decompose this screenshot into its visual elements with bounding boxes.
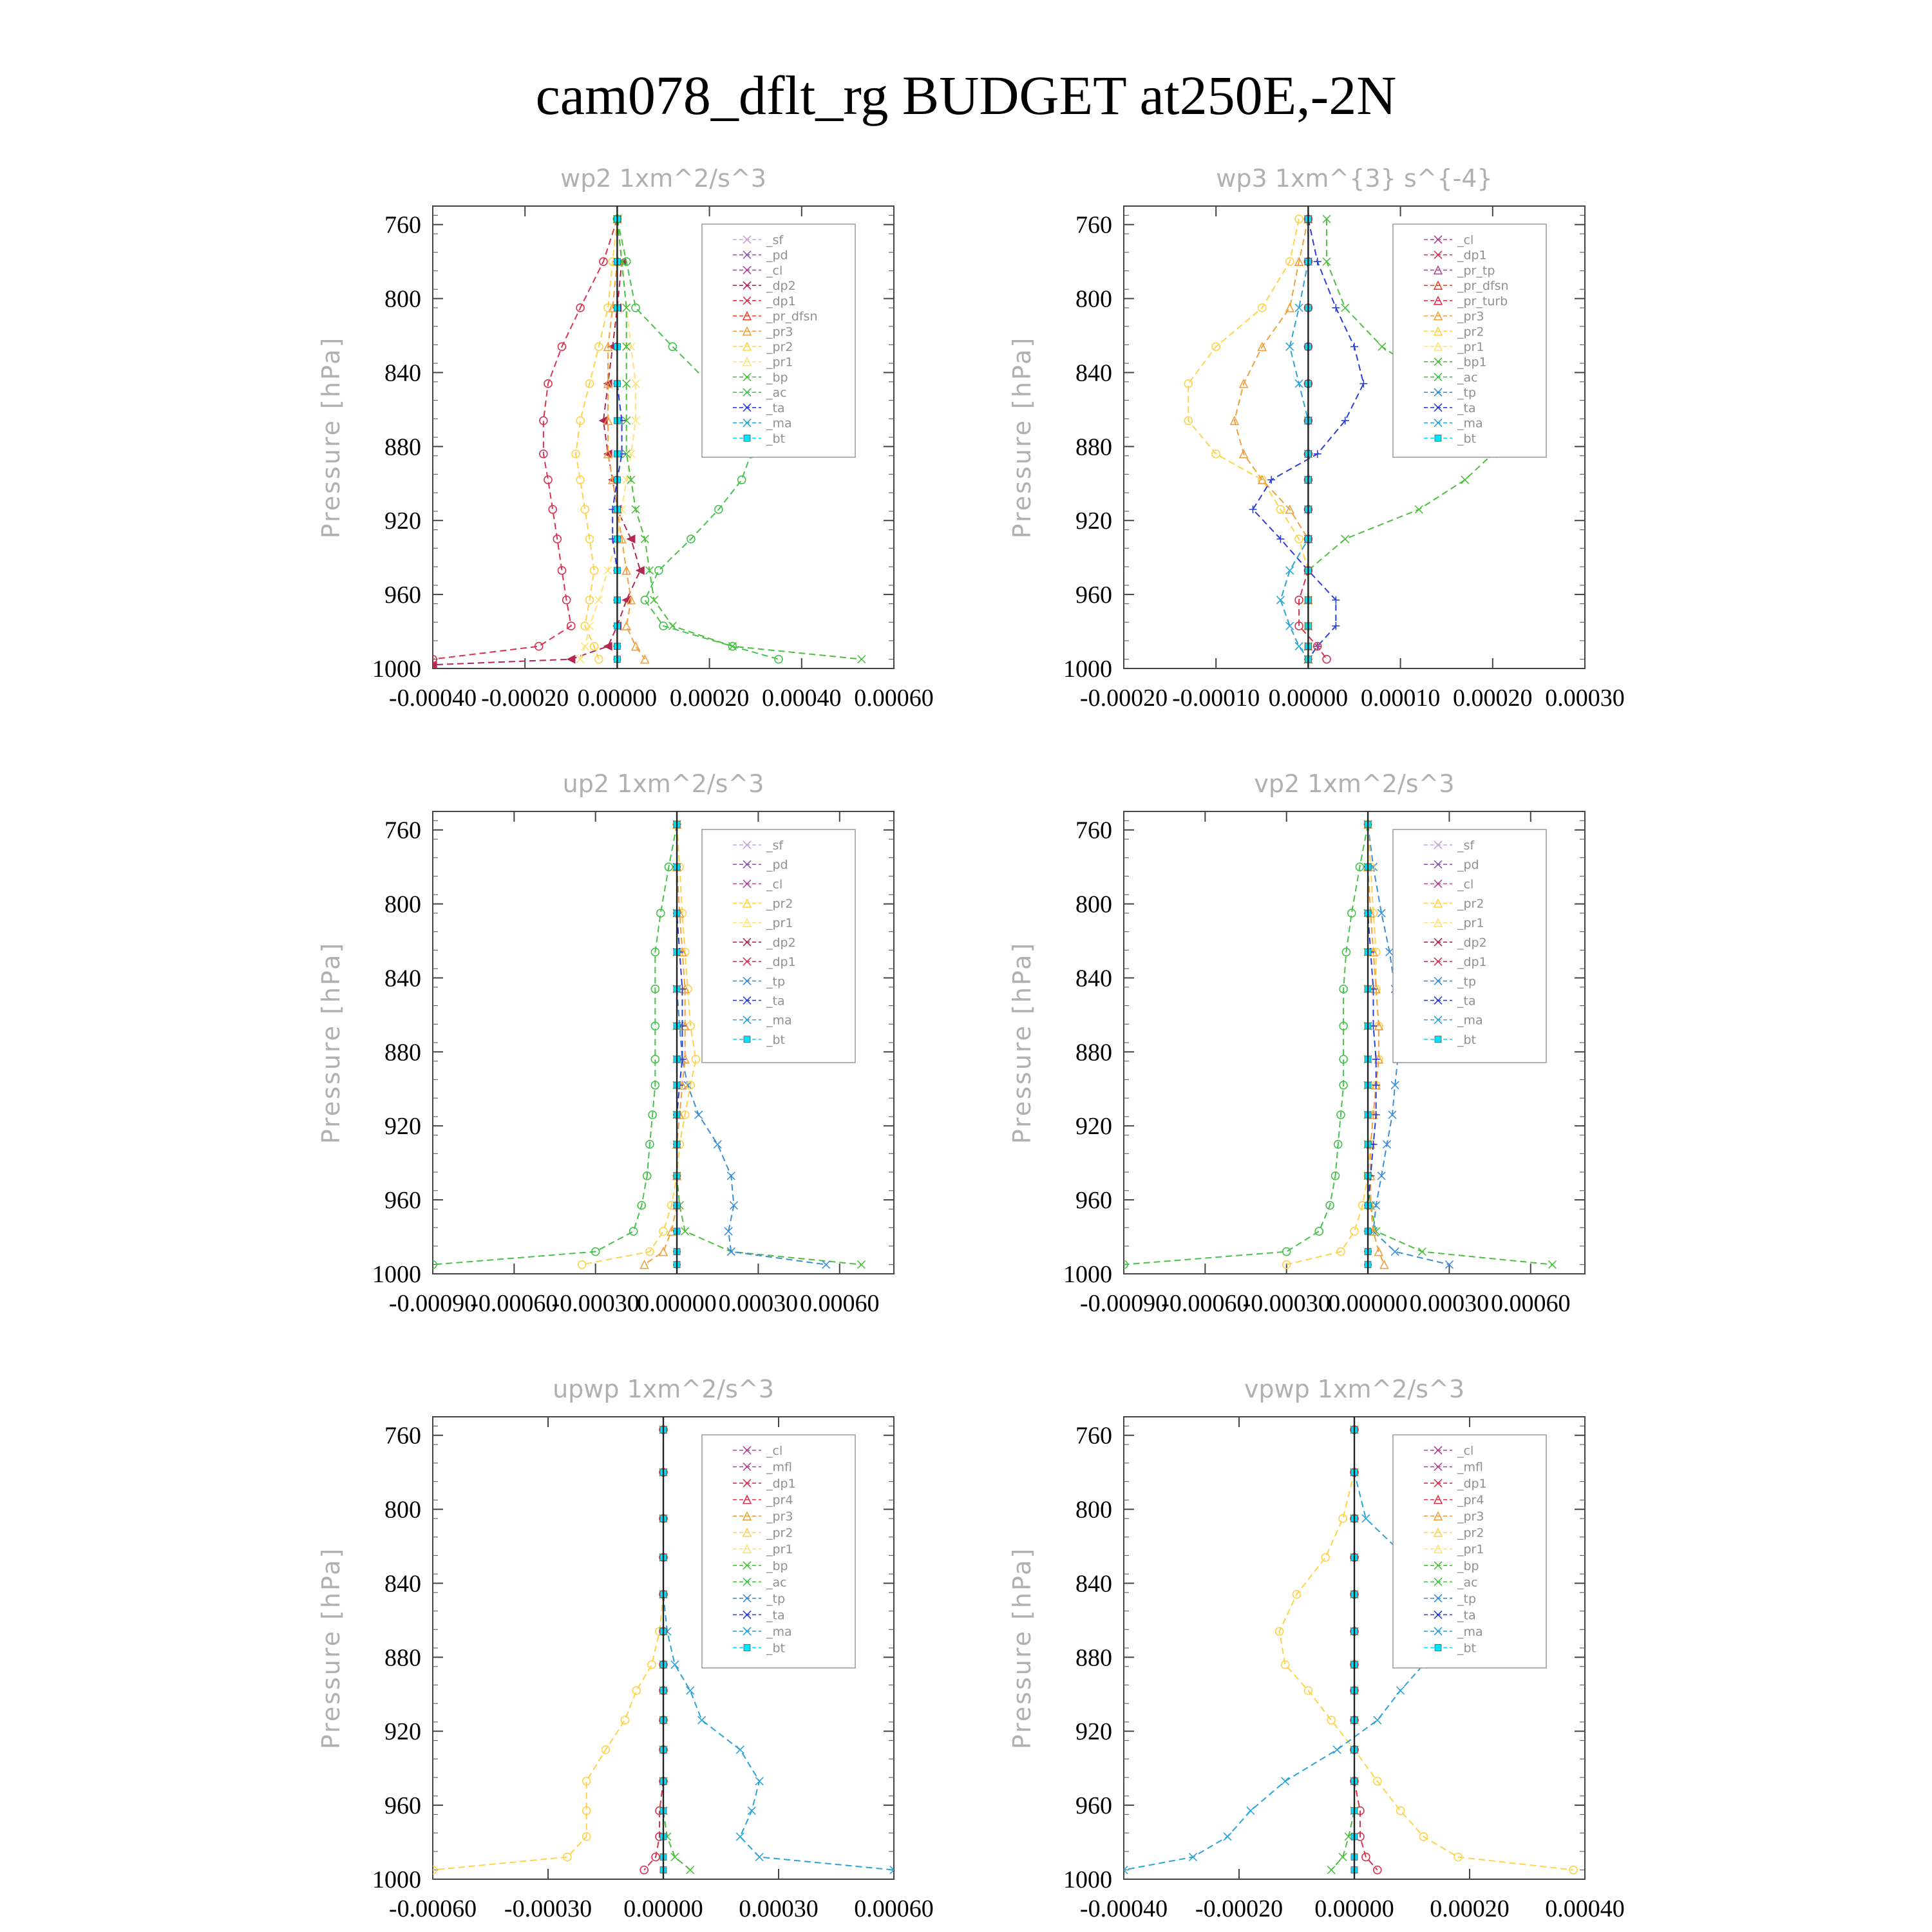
legend-entry: _pr2 — [1457, 325, 1484, 339]
x-tick-label: 0.00020 — [669, 685, 750, 712]
x-tick-label: 0.00000 — [1314, 1895, 1394, 1922]
data-point — [604, 567, 612, 574]
legend-entry: _tp — [1457, 1591, 1477, 1606]
y-tick-label: 920 — [1075, 507, 1112, 535]
x-tick-label: 0.00030 — [739, 1895, 819, 1922]
legend-entry: _pr3 — [1457, 1510, 1484, 1524]
data-point — [627, 535, 635, 543]
x-tick-label: -0.00060 — [470, 1290, 558, 1317]
legend-entry: _dp1 — [766, 955, 796, 970]
data-point — [671, 1853, 679, 1861]
legend-entry: _mfl — [1457, 1460, 1483, 1475]
data-point — [1295, 643, 1303, 650]
legend-entry: _dp1 — [1457, 248, 1487, 263]
legend-entry: _bt — [1457, 1032, 1477, 1047]
x-tick-label: -0.00020 — [481, 685, 569, 712]
data-point — [1276, 596, 1284, 604]
legend-marker — [1435, 1036, 1441, 1043]
data-point — [755, 1853, 763, 1861]
y-tick-label: 800 — [384, 1496, 421, 1524]
data-point — [858, 656, 866, 663]
legend-entry: _ta — [1457, 994, 1476, 1009]
legend-entry: _dp2 — [766, 935, 796, 950]
y-axis-label: Pressure [hPa] — [317, 941, 345, 1144]
legend-entry: _dp1 — [1457, 1477, 1487, 1492]
legend-marker — [744, 435, 750, 441]
data-point — [648, 1661, 656, 1669]
y-axis-label: Pressure [hPa] — [317, 336, 345, 539]
y-tick-label: 880 — [384, 1644, 421, 1672]
data-point — [1415, 506, 1423, 513]
legend-entry: _pr_dfsn — [1457, 279, 1509, 294]
data-point — [736, 1746, 744, 1754]
legend-entry: _bt — [766, 431, 786, 446]
y-tick-label: 920 — [384, 507, 421, 535]
legend-entry: _ta — [766, 1608, 785, 1623]
y-tick-label: 1000 — [372, 1261, 421, 1288]
data-point — [659, 1248, 667, 1256]
series-line — [433, 1430, 663, 1870]
data-point — [630, 1227, 638, 1235]
y-tick-label: 880 — [1075, 1039, 1112, 1066]
legend-entry: _pr1 — [1457, 340, 1484, 354]
legend-entry: _pr4 — [1457, 1493, 1484, 1508]
legend-entry: _tp — [1457, 974, 1477, 989]
data-point — [1267, 476, 1275, 484]
legend-entry: _pr1 — [766, 916, 793, 931]
legend-entry: _pd — [766, 858, 788, 873]
panel-title: vp2 1xm^2/s^3 — [1254, 770, 1455, 798]
x-tick-label: 0.00060 — [854, 1895, 934, 1922]
legend-entry: _pr1 — [1457, 916, 1484, 931]
legend-entry: _ma — [766, 1624, 792, 1639]
x-tick-label: -0.00040 — [1079, 1895, 1168, 1922]
data-point — [1339, 1853, 1347, 1861]
legend-entry: _pr2 — [1457, 1526, 1484, 1540]
panel-5 — [317, 1375, 934, 1922]
legend-entry: _mfl — [766, 1460, 792, 1475]
legend-marker — [1435, 1644, 1441, 1651]
data-point — [641, 1261, 649, 1269]
data-point — [1327, 1716, 1335, 1724]
legend-entry: _pr2 — [766, 1526, 793, 1540]
y-axis-label: Pressure [hPa] — [317, 1546, 345, 1750]
data-point — [755, 1777, 763, 1785]
panel-3 — [317, 770, 894, 1317]
x-tick-label: -0.00090 — [388, 1290, 477, 1317]
legend-entry: _tp — [766, 974, 786, 989]
data-point — [1418, 1248, 1426, 1256]
y-axis-label: Pressure [hPa] — [1008, 941, 1036, 1144]
x-tick-label: -0.00010 — [1172, 685, 1260, 712]
data-point — [857, 1261, 865, 1269]
panel-4 — [1008, 770, 1585, 1317]
legend-entry: _pd — [1457, 858, 1479, 873]
data-point — [1314, 258, 1321, 265]
legend-entry: _pr3 — [766, 1510, 793, 1524]
legend-entry: _pr_tp — [1457, 263, 1495, 278]
legend-entry: _ma — [766, 416, 792, 431]
legend-entry: _tp — [1457, 386, 1477, 401]
y-tick-label: 760 — [384, 211, 421, 239]
y-tick-label: 880 — [384, 433, 421, 461]
data-point — [1224, 1833, 1231, 1841]
data-point — [714, 1141, 721, 1148]
y-tick-label: 800 — [384, 285, 421, 313]
panel-title: wp2 1xm^2/s^3 — [560, 164, 766, 193]
x-tick-label: -0.00090 — [1079, 1290, 1168, 1317]
y-tick-label: 800 — [1075, 285, 1112, 313]
series-line — [433, 824, 677, 1265]
data-point — [1378, 343, 1386, 350]
series-line — [1354, 1430, 1378, 1870]
legend-entry: _cl — [1457, 877, 1474, 892]
x-tick-label: 0.00000 — [1328, 1290, 1408, 1317]
x-tick-label: -0.00020 — [1079, 685, 1168, 712]
x-tick-label: -0.00040 — [388, 685, 477, 712]
data-point — [655, 567, 663, 574]
legend-entry: _dp2 — [1457, 935, 1487, 950]
legend-entry: _pr_dfsn — [766, 309, 818, 324]
x-tick-label: -0.00020 — [1195, 1895, 1283, 1922]
data-point — [1380, 1261, 1388, 1269]
data-point — [822, 1261, 830, 1269]
legend-entry: _sf — [1457, 838, 1475, 853]
data-point — [1339, 1515, 1347, 1522]
x-tick-label: 0.00020 — [1430, 1895, 1510, 1922]
y-tick-label: 840 — [384, 965, 421, 992]
legend-entry: _pr2 — [766, 896, 793, 911]
data-point — [1286, 567, 1294, 574]
legend-entry: _cl — [766, 877, 783, 892]
legend-entry: _pr1 — [766, 355, 793, 370]
data-point — [659, 1227, 667, 1235]
data-point — [621, 1716, 629, 1724]
x-tick-label: 0.00020 — [1453, 685, 1533, 712]
x-tick-label: 0.00060 — [1491, 1290, 1571, 1317]
legend-entry: _ma — [766, 1013, 792, 1028]
legend-entry: _cl — [1457, 1444, 1474, 1458]
legend-entry: _ma — [1457, 1013, 1483, 1028]
data-point — [1315, 1227, 1323, 1235]
y-tick-label: 960 — [1075, 1187, 1112, 1215]
y-tick-label: 960 — [1075, 1792, 1112, 1820]
legend-entry: _dp1 — [1457, 955, 1487, 970]
data-point — [1283, 1248, 1291, 1256]
legend-entry: _ac — [1457, 1575, 1478, 1590]
panel-2 — [1008, 164, 1625, 712]
legend-entry: _ma — [1457, 416, 1483, 431]
legend-marker — [1435, 435, 1441, 441]
panel-1 — [317, 164, 934, 712]
x-tick-label: 0.00000 — [1268, 685, 1349, 712]
legend-marker — [744, 1036, 750, 1043]
data-point — [1314, 450, 1321, 458]
panel-title: vpwp 1xm^2/s^3 — [1244, 1375, 1465, 1403]
panel-6 — [1008, 1375, 1625, 1922]
legend-entry: _bt — [1457, 1641, 1477, 1656]
y-tick-label: 840 — [384, 1570, 421, 1598]
data-point — [1247, 1807, 1255, 1815]
series-line — [1287, 824, 1379, 1265]
y-tick-label: 960 — [384, 1187, 421, 1215]
legend-entry: _ta — [766, 401, 785, 415]
panel-title: up2 1xm^2/s^3 — [562, 770, 764, 798]
legend-entry: _bp — [766, 1558, 788, 1573]
y-tick-label: 760 — [1075, 211, 1112, 239]
data-point — [1362, 1515, 1370, 1522]
legend-entry: _dp1 — [766, 294, 796, 308]
legend-entry: _sf — [766, 233, 784, 247]
x-tick-label: 0.00000 — [637, 1290, 717, 1317]
legend-entry: _ta — [766, 994, 785, 1009]
data-point — [1359, 380, 1367, 388]
y-tick-label: 760 — [384, 817, 421, 844]
data-point — [595, 596, 603, 604]
y-tick-label: 960 — [384, 1792, 421, 1820]
y-tick-label: 920 — [1075, 1718, 1112, 1746]
series-line — [1368, 824, 1384, 1265]
y-tick-label: 1000 — [372, 656, 421, 683]
x-tick-label: 0.00010 — [1360, 685, 1441, 712]
legend-entry: _ta — [1457, 1608, 1476, 1623]
data-point — [695, 1111, 703, 1119]
series-line — [433, 219, 617, 659]
legend-entry: _bp — [1457, 1558, 1479, 1573]
data-point — [1333, 1746, 1341, 1754]
x-tick-label: -0.00060 — [1161, 1290, 1249, 1317]
data-point — [1321, 1553, 1329, 1561]
data-point — [632, 1687, 640, 1694]
legend-entry: _cl — [1457, 233, 1474, 247]
data-point — [687, 1866, 694, 1874]
data-point — [578, 1261, 586, 1269]
legend-entry: _pr3 — [766, 325, 793, 339]
data-point — [1548, 1261, 1556, 1269]
x-tick-label: 0.00030 — [1545, 685, 1625, 712]
legend-entry: _bp — [766, 370, 788, 385]
legend-entry: _bt — [1457, 431, 1477, 446]
series-line — [1331, 1430, 1354, 1870]
legend-entry: _dp2 — [766, 279, 796, 294]
series-line — [433, 219, 640, 665]
data-point — [641, 596, 649, 604]
y-tick-label: 920 — [384, 1113, 421, 1141]
legend-entry: _pr2 — [766, 340, 793, 354]
data-point — [1323, 656, 1331, 663]
y-tick-label: 760 — [384, 1422, 421, 1450]
legend-entry: _pd — [766, 248, 788, 263]
data-point — [576, 656, 584, 663]
legend-entry: _dp1 — [766, 1477, 796, 1492]
legend-entry: _bt — [766, 1032, 786, 1047]
y-tick-label: 840 — [1075, 1570, 1112, 1598]
data-point — [668, 622, 676, 630]
legend-entry: _ac — [766, 1575, 787, 1590]
data-point — [1397, 1807, 1405, 1815]
data-point — [1323, 258, 1331, 265]
data-point — [604, 643, 612, 650]
x-tick-label: 0.00000 — [623, 1895, 703, 1922]
x-tick-label: -0.00060 — [388, 1895, 477, 1922]
figure-title: cam078_dflt_rg BUDGET at250E,-2N — [535, 64, 1397, 126]
series-line — [1188, 219, 1308, 659]
data-point — [1374, 1716, 1381, 1724]
y-axis-label: Pressure [hPa] — [1008, 336, 1036, 539]
panel-title: upwp 1xm^2/s^3 — [553, 1375, 774, 1403]
data-point — [738, 476, 746, 484]
legend-entry: _pr3 — [1457, 309, 1484, 324]
panel-title: wp3 1xm^{3} s^{-4} — [1216, 164, 1493, 193]
data-point — [1397, 1687, 1405, 1694]
data-point — [668, 343, 676, 350]
y-tick-label: 800 — [384, 891, 421, 918]
legend-entry: _cl — [766, 263, 783, 278]
y-tick-label: 840 — [1075, 359, 1112, 387]
data-point — [1461, 476, 1469, 484]
x-tick-label: -0.00030 — [504, 1895, 592, 1922]
y-tick-label: 880 — [1075, 433, 1112, 461]
y-tick-label: 920 — [384, 1718, 421, 1746]
legend-entry: _ac — [1457, 370, 1478, 385]
legend-entry: _sf — [766, 838, 784, 853]
legend-entry: _ta — [1457, 401, 1476, 415]
series-line — [644, 1430, 663, 1870]
y-axis-label: Pressure [hPa] — [1008, 1546, 1036, 1750]
x-tick-label: 0.00040 — [1545, 1895, 1625, 1922]
series-line — [576, 219, 617, 659]
x-tick-label: -0.00030 — [1242, 1290, 1331, 1317]
data-point — [1295, 380, 1303, 388]
x-tick-label: 0.00060 — [800, 1290, 880, 1317]
legend-entry: _bt — [766, 1641, 786, 1656]
data-point — [1282, 1777, 1289, 1785]
y-tick-label: 1000 — [1063, 1866, 1112, 1893]
y-tick-label: 800 — [1075, 1496, 1112, 1524]
y-tick-label: 960 — [1075, 582, 1112, 609]
x-tick-label: 0.00030 — [718, 1290, 799, 1317]
y-tick-label: 1000 — [1063, 656, 1112, 683]
x-tick-label: 0.00000 — [577, 685, 658, 712]
legend-entry: _pr1 — [766, 1542, 793, 1557]
legend-entry: _pr4 — [766, 1493, 793, 1508]
series-line — [1235, 219, 1309, 659]
data-point — [671, 1661, 679, 1669]
x-tick-label: 0.00060 — [854, 685, 934, 712]
data-point — [567, 656, 575, 663]
legend-entry: _ac — [766, 386, 787, 401]
legend-entry: _pr1 — [1457, 1542, 1484, 1557]
y-tick-label: 760 — [1075, 817, 1112, 844]
data-point — [1332, 304, 1340, 312]
data-point — [775, 656, 782, 663]
y-tick-label: 880 — [1075, 1644, 1112, 1672]
legend-entry: _ma — [1457, 1624, 1483, 1639]
y-tick-label: 960 — [384, 582, 421, 609]
data-point — [636, 567, 644, 574]
legend-entry: _bp1 — [1457, 355, 1487, 370]
y-tick-label: 920 — [1075, 1113, 1112, 1141]
data-point — [1350, 1227, 1358, 1235]
data-point — [1350, 343, 1358, 350]
data-point — [1341, 535, 1349, 543]
legend-entry: _pr2 — [1457, 896, 1484, 911]
y-tick-label: 840 — [1075, 965, 1112, 992]
series-line — [1124, 824, 1368, 1265]
data-point — [1286, 622, 1294, 630]
legend-marker — [744, 1644, 750, 1651]
y-tick-label: 760 — [1075, 1422, 1112, 1450]
data-point — [698, 1716, 706, 1724]
data-point — [736, 1833, 744, 1841]
legend-entry: _cl — [766, 1444, 783, 1458]
legend-entry: _tp — [766, 1591, 786, 1606]
y-tick-label: 1000 — [372, 1866, 421, 1893]
data-point — [748, 1807, 755, 1815]
y-tick-label: 880 — [384, 1039, 421, 1066]
data-point — [581, 643, 589, 650]
legend-entry: _pr_turb — [1457, 294, 1508, 308]
y-tick-label: 840 — [384, 359, 421, 387]
series-line — [663, 1430, 690, 1870]
data-point — [1341, 304, 1349, 312]
data-point — [687, 1687, 694, 1694]
y-tick-label: 800 — [1075, 891, 1112, 918]
y-tick-label: 1000 — [1063, 1261, 1112, 1288]
x-tick-label: 0.00030 — [1409, 1290, 1490, 1317]
x-tick-label: 0.00040 — [762, 685, 842, 712]
x-tick-label: -0.00030 — [551, 1290, 639, 1317]
data-point — [1327, 1866, 1335, 1874]
